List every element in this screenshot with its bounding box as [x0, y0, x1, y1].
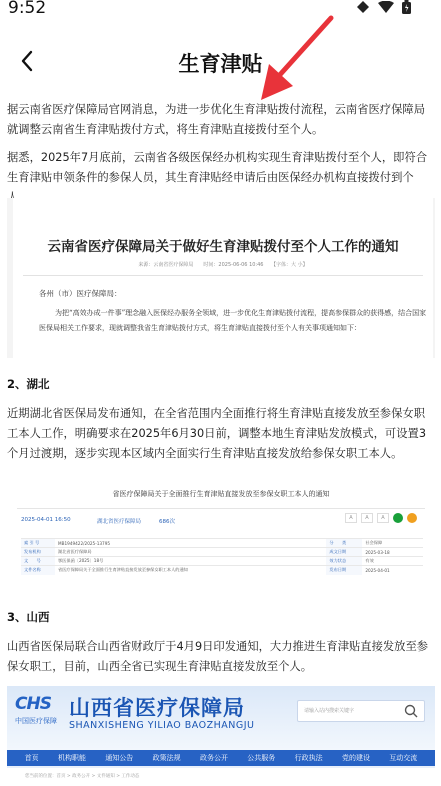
nav-bar	[0, 38, 441, 84]
table-row	[21, 557, 423, 566]
shanxi-nav	[7, 750, 435, 766]
table-cell: 索 引 号	[21, 539, 55, 548]
font-size-medium-button: A	[361, 513, 373, 523]
shanxi-site-name: 山西省医疗保障局	[69, 696, 245, 720]
page-title: 生育津贴	[178, 52, 263, 76]
shanxi-nav-item: 政务公开	[199, 754, 228, 762]
hubei-notice-date: 2025-04-01 16:50	[21, 517, 71, 523]
wechat-share-icon	[393, 513, 403, 523]
table-cell: 成文日期	[326, 548, 362, 557]
table-cell: 分 类	[326, 539, 362, 548]
divider	[17, 508, 425, 509]
table-cell: 效力状态	[326, 557, 362, 566]
chs-logo: CHS	[15, 694, 51, 714]
shanxi-breadcrumb	[7, 768, 435, 786]
status-icons	[356, 0, 411, 14]
table-cell: 2025-03-18	[362, 548, 423, 557]
table-cell: 文件名称	[21, 566, 55, 575]
section-heading-shanxi: 3、山西	[7, 610, 50, 624]
table-row	[21, 548, 423, 557]
table-cell: 社会保障	[362, 539, 423, 548]
table-cell: 有效	[362, 557, 423, 566]
yunnan-notice-title: 云南省医疗保障局关于做好生育津贴拨付至个人工作的通知	[47, 239, 399, 255]
weibo-share-icon	[407, 513, 417, 523]
status-bar	[0, 0, 441, 20]
paragraph-hubei: 近期湖北省医保局发布通知，在全省范围内全面推行将生育津贴直接发放至参保女职工本人工作，明确要求在2025年6月30日前，调整本地生育津贴发放模式，可设置3个月过渡期，逐步实现本区域内全面实行生育津贴直接发放给参保女职工本人。	[7, 407, 427, 460]
table-cell: 省医疗保障局关于全面推行生育津贴直接发放至参保女职工本人的通知	[55, 566, 326, 575]
shanxi-search-placeholder: 请输入站内搜索关键字	[304, 708, 355, 714]
hubei-notice-info-table	[21, 538, 423, 575]
yunnan-notice-greeting: 各州（市）医疗保障局：	[39, 289, 122, 298]
paragraph-yunnan-detail: 据悉，2025年7月底前，云南省各级医保经办机构实现生育津贴拨付至个人，即符合生育津贴申领条件的参保人员，其生育津贴经申请后由医保经办机构直接拨付到个	[7, 151, 428, 184]
paragraph-yunnan-intro: 据云南省医疗保障局官网消息，为进一步优化生育津贴拨付流程，云南省医疗保障局就调整云南省生育津贴拨付方式，将生育津贴直接拨付至个人。	[7, 103, 425, 136]
hubei-notice-tools	[345, 513, 417, 523]
battery-icon	[402, 0, 411, 14]
shanxi-search-box	[297, 700, 425, 722]
chs-logo-subtitle: 中国医疗保障	[15, 717, 57, 725]
shanxi-nav-item: 党的建设	[341, 754, 370, 762]
font-size-small-button: A	[377, 513, 389, 523]
status-time: 9:52	[8, 0, 47, 18]
signal-icon	[356, 1, 370, 13]
yunnan-notice-meta: 来源：云南省医疗保障局 时间：2025-06-06 10:46 【字体：大 小】	[138, 262, 308, 268]
shanxi-nav-item: 互动交流	[389, 754, 418, 762]
table-row	[21, 539, 423, 548]
table-cell: 湖北省医疗保障局	[55, 548, 326, 557]
shanxi-breadcrumb-text: 您当前的位置：首页 > 政务公开 > 文件通知 > 工作动态	[25, 774, 140, 779]
shanxi-nav-item: 政策法规	[152, 754, 181, 762]
shanxi-website-image	[7, 686, 435, 786]
yunnan-notice-body: 为把“高效办成一件事”理念融入医保经办服务全领域，进一步优化生育津贴拨付流程，提高参保群众的获得感，结合国家医保局相关工作要求，现就调整我省生育津贴拨付方式，将生育津贴直接拨付至个人有关事项通知如下：	[39, 309, 427, 332]
table-cell: MB1949422/2025-13795	[55, 539, 326, 548]
hubei-notice-title: 省医疗保障局关于全面推行生育津贴直接发放至参保女职工本人的通知	[112, 490, 330, 498]
table-cell: 2025-04-01	[362, 566, 423, 575]
shanxi-nav-item: 通知公告	[105, 754, 134, 762]
shanxi-nav-item: 行政执法	[294, 754, 323, 762]
paragraph-shanxi: 山西省医保局联合山西省财政厅于4月9日印发通知，大力推进生育津贴直接发放至参保女职工，目前，山西全省已实现生育津贴直接发放至个人。	[7, 640, 429, 673]
yunnan-notice-image	[7, 198, 435, 358]
divider	[23, 275, 423, 276]
yunnan-notice-card	[13, 198, 433, 358]
table-cell: 鄂医保函〔2025〕18号	[55, 557, 326, 566]
table-row	[21, 566, 423, 575]
section-heading-hubei: 2、湖北	[7, 377, 50, 391]
table-cell: 文 号	[21, 557, 55, 566]
shanxi-nav-item: 机构职能	[57, 754, 86, 762]
hubei-notice-source: 湖北省医疗保障局	[97, 519, 142, 525]
wifi-icon	[378, 1, 394, 13]
hubei-notice-views: 686次	[159, 519, 175, 525]
shanxi-site-name-en: SHANXISHENG YILIAO BAOZHANGJU	[69, 720, 255, 731]
font-size-large-button: A	[345, 513, 357, 523]
shanxi-nav-item: 公共服务	[247, 754, 276, 762]
hubei-notice-image	[7, 480, 435, 592]
shanxi-nav-item: 首页	[24, 754, 39, 762]
table-cell: 发布机构	[21, 548, 55, 557]
annotation-arrow-icon	[255, 14, 335, 106]
search-icon	[404, 704, 418, 718]
table-cell: 发布日期	[326, 566, 362, 575]
shanxi-banner	[7, 686, 435, 750]
